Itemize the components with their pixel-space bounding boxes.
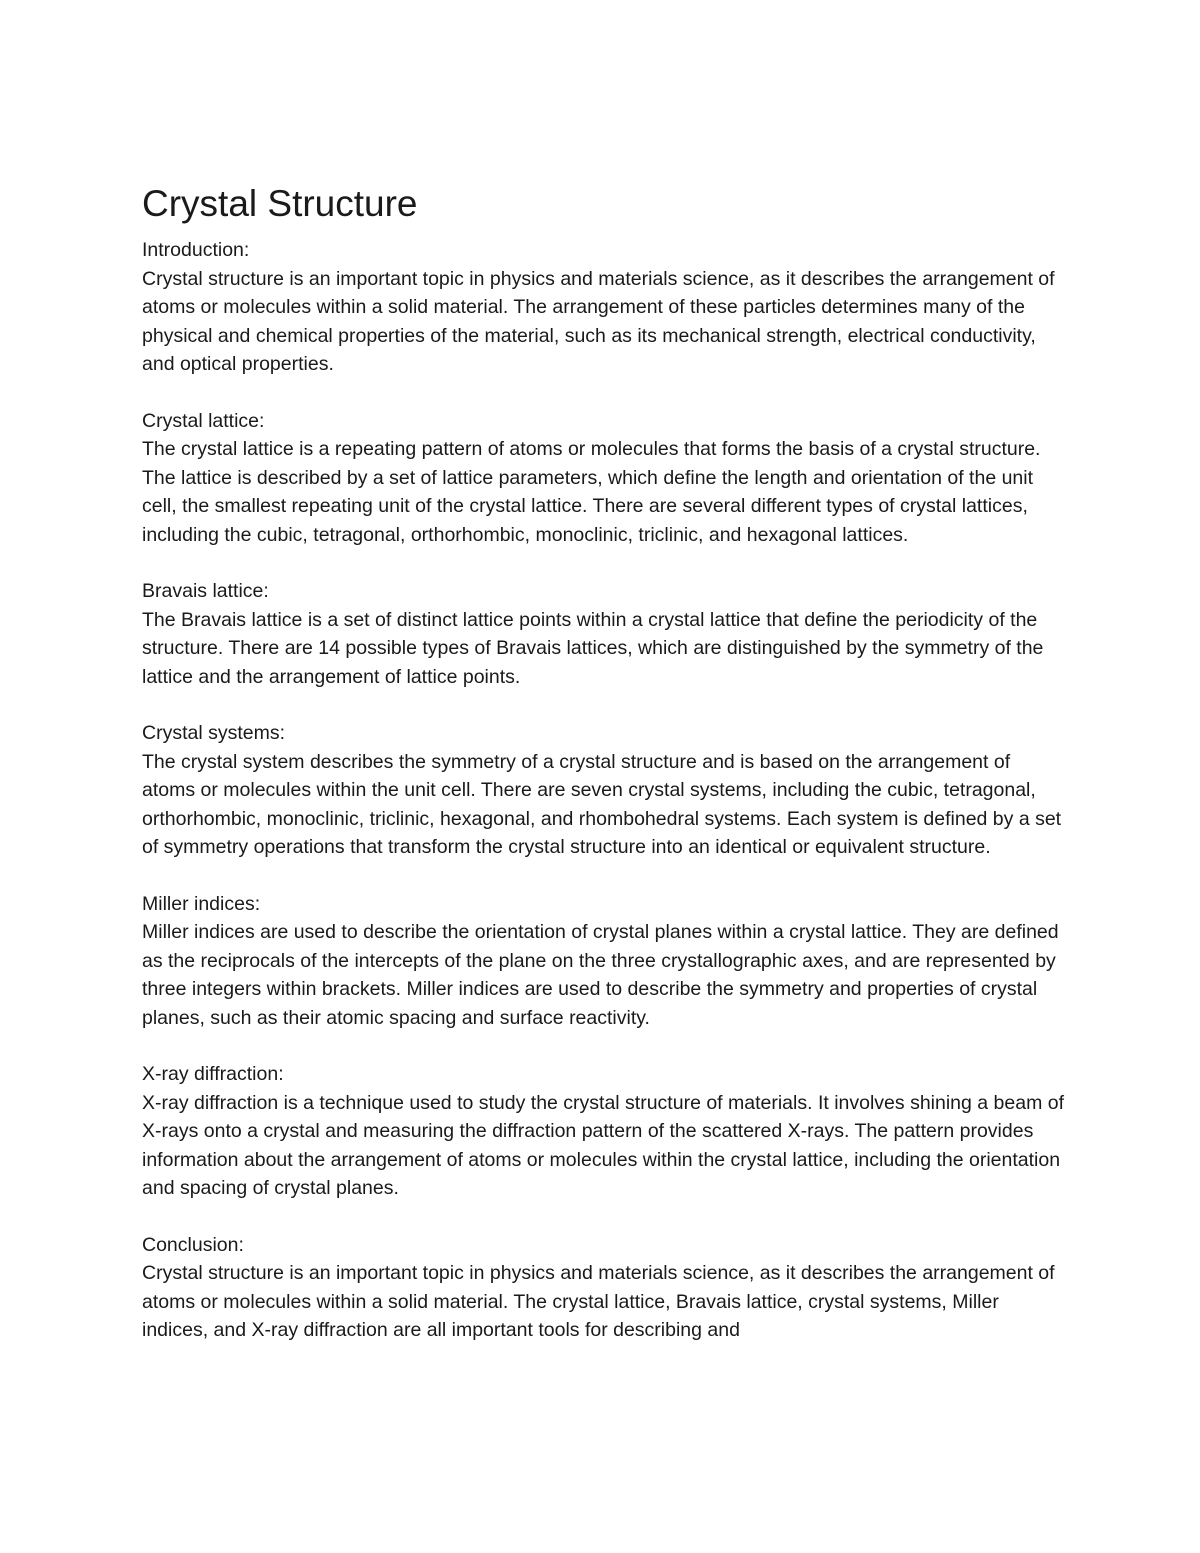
section-heading: Miller indices: [142,892,261,915]
section-crystal-systems [142,719,1067,862]
section-body: The crystal system describes the symmetry of a crystal structure and is based on the arrangement of atoms or molecules within the unit cell. There are seven crystal systems, including the cubic, tetragonal, orthorhombic, monoclinic, triclinic, hexagonal, and rhombohedral systems. Each system is defined by a set of symmetry operations that transform the crystal structure into an identical or equivalent structure. [142,750,1062,858]
document-title: Crystal Structure [142,183,418,224]
section-body: The crystal lattice is a repeating pattern of atoms or molecules that forms the basis of a crystal structure. The lattice is described by a set of lattice parameters, which define the length and orientation of the unit cell, the smallest repeating unit of the crystal lattice. There are several different types of crystal lattices, including the cubic, tetragonal, orthorhombic, monoclinic, triclinic, and hexagonal lattices. [142,438,1041,546]
section-heading: Crystal systems: [142,722,286,744]
section-body: The Bravais lattice is a set of distinct lattice points within a crystal lattice that define the periodicity of the structure. There are 14 possible types of Bravais lattices, which are distinguished by the symmetry of the lattice and the arrangement of lattice points. [142,608,1044,688]
section-heading: X-ray diffraction: [142,1063,284,1085]
section-crystal-lattice [142,407,1067,550]
section-heading: Crystal lattice: [142,409,265,432]
document-page [142,180,1067,1373]
section-conclusion [142,1231,1067,1345]
section-heading: Conclusion: [142,1233,244,1256]
section-heading: Introduction: [142,239,250,261]
section-x-ray-diffraction [142,1060,1067,1203]
section-body: Miller indices are used to describe the orientation of crystal planes within a crystal lattice. They are defined as the reciprocals of the intercepts of the plane on the three crystallographic axes, and are represented by three integers within brackets. Miller indices are used to describe the symmetry and properties of crystal planes, such as their atomic spacing and surface reactivity. [142,921,1059,1029]
section-bravais-lattice [142,577,1067,691]
section-miller-indices [142,890,1067,1033]
section-body: X-ray diffraction is a technique used to study the crystal structure of materials. It involves shining a beam of X-rays onto a crystal and measuring the diffraction pattern of the scattered X-rays. The pattern provides information about the arrangement of atoms or molecules within the crystal lattice, including the orientation and spacing of crystal planes. [142,1091,1065,1199]
section-body: Crystal structure is an important topic in physics and materials science, as it describes the arrangement of atoms or molecules within a solid material. The crystal lattice, Bravais lattice, crystal systems, Miller indices, and X-ray diffraction are all important tools for describing and [142,1262,1055,1341]
section-introduction [142,236,1067,379]
section-body: Crystal structure is an important topic in physics and materials science, as it describes the arrangement of atoms or molecules within a solid material. The arrangement of these particles determines many of the physical and chemical properties of the material, such as its mechanical strength, electrical conductivity, and optical properties. [142,267,1055,375]
section-heading: Bravais lattice: [142,580,269,602]
